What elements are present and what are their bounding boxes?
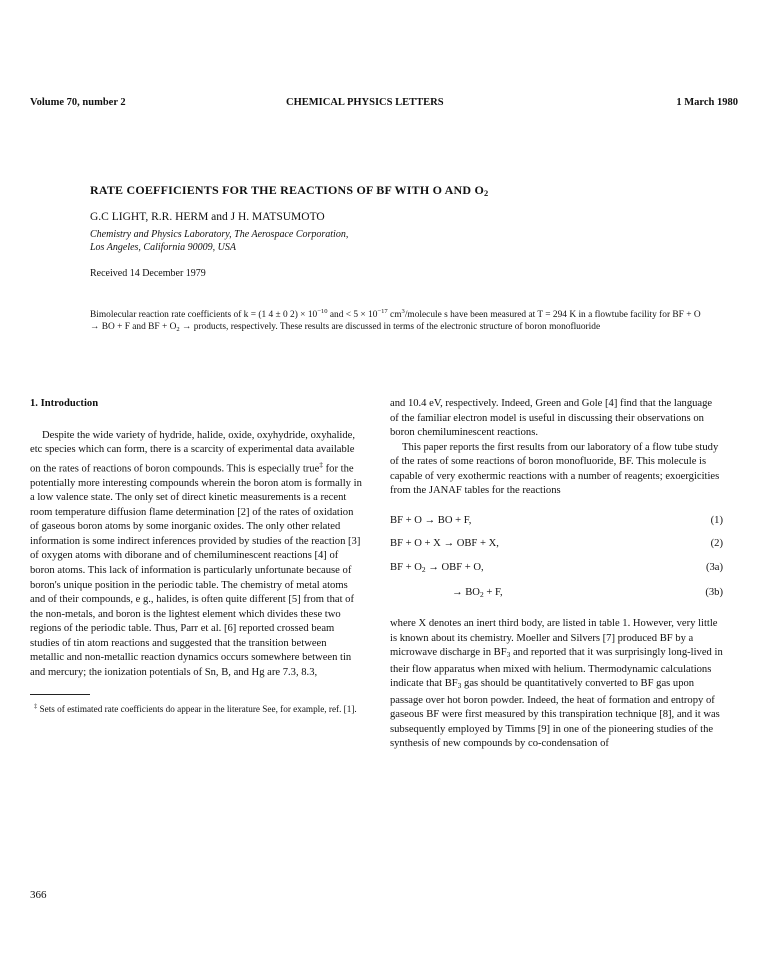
section-heading: 1. Introduction (30, 398, 99, 409)
equation-3a: BF + $O_2$ → OBF + O, (3a) (390, 561, 723, 574)
received-date: Received 14 December 1979 (90, 268, 206, 279)
footnote-rule (30, 694, 90, 695)
right-column (390, 397, 723, 752)
abstract: Bimolecular reaction rate coefficients of k = (1 4 ± 0 $2) \times 10^{-10}$ and < $5 \times 10^{-17}$ $cm^3$/molecule s have been measured at T = 294 K in a flowtube facility for BF + O → BO + F and BF + $O_2$ → products, respectively. These results are discussed in terms of the electronic structure of boron monofluoride (90, 308, 701, 334)
intro-paragraph: Despite the wide variety of hydride, halide, oxide, oxyhydride, oxyhalide, etc species which can form, there is a scarcity of experimental data available on the rates of reactions of boron compounds. This is especially true‡ for the potentially more interesting compounds wherein the boron atom is formally in a low valence state. The only set of direct kinetic measurements is a recent room temperature diffusion flame determination [2] of the rates of oxidation of gaseous boron atoms by some inorganic oxides. The only other related information is some indirect inferences provided by studies of the reaction [3] of oxygen atoms with diborane and of chemiluminescent reactions [4] of boron atoms. This lack of information is particularly unfortunate because of boron's unique position in the periodic table. The chemistry of metal atoms and of their compounds, e g., halides, is often quite different [5] from that of the non-metals, and boron is the lightest element which divides these two regions of the periodic table. Thus, Parr et al. [6] reported crossed beam studies of tin atom reactions and suggested that the transition between metallic and non-metallic reaction dynamics occurs somewhere between tin and mercury; the ionization potentials of Sn, B, and Hg are 7.3, 8.3, (30, 429, 362, 678)
page-number: 366 (30, 889, 47, 901)
affiliation-line-1: Chemistry and Physics Laboratory, The Aerospace Corporation, (90, 229, 349, 240)
affiliation (90, 228, 348, 254)
issue-date: 1 March 1980 (676, 97, 738, 108)
equation-2: BF + O + X → OBF + X, (2) (390, 538, 723, 550)
volume-number: Volume 70, number 2 (30, 97, 126, 108)
journal-name: CHEMICAL PHYSICS LETTERS (286, 97, 444, 108)
left-column (30, 397, 363, 715)
col2-paragraph-1: and 10.4 eV, respectively. Indeed, Green and Gole [4] find that the language of the familiar electron model is useful in discussing their observations on boron chemiluminescent reactions. (390, 398, 713, 439)
article-title: RATE COEFFICIENTS FOR THE REACTIONS OF BF WITH O AND $O_2$ (90, 183, 489, 198)
equation-1: BF + O → BO + F, (1) (390, 514, 723, 526)
authors: G.C LIGHT, R.R. HERM and J H. MATSUMOTO (90, 211, 325, 223)
equation-3b: → $BO_2 + F$, (3b) (452, 587, 723, 600)
col2-paragraph-3: where X denotes an inert third body, are listed in table 1. However, very little is known about its chemistry. Moeller and Silvers [7] produced BF by a microwave discharge in $BF_3$ and reported that it was surprisingly long-lived in their flow apparatus when mixed with helium. Thermodynamic calculations indicate that $BF_3$ gas should be quantitatively converted to BF gas upon passage over hot boron powder. Indeed, the heat of formation and entropy of gaseous BF were first measured by this transpiration technique [8], and it was subsequently employed by Timms [9] in one of the pioneering studies of the synthesis of new compounds by co-condensation of (390, 618, 723, 750)
affiliation-line-2: Los Angeles, California 90009, USA (90, 242, 236, 253)
footnote: ‡ Sets of estimated rate coefficients do appear in the literature See, for example, ref. [1]. (34, 703, 357, 715)
col2-paragraph-2: This paper reports the first results from our laboratory of a flow tube study of the rates of some reactions of boron monofluoride, BF. This molecule is capable of very exothermic reactions with a number of reagents; exoergicities from the JANAF tables for the reactions (390, 441, 720, 497)
